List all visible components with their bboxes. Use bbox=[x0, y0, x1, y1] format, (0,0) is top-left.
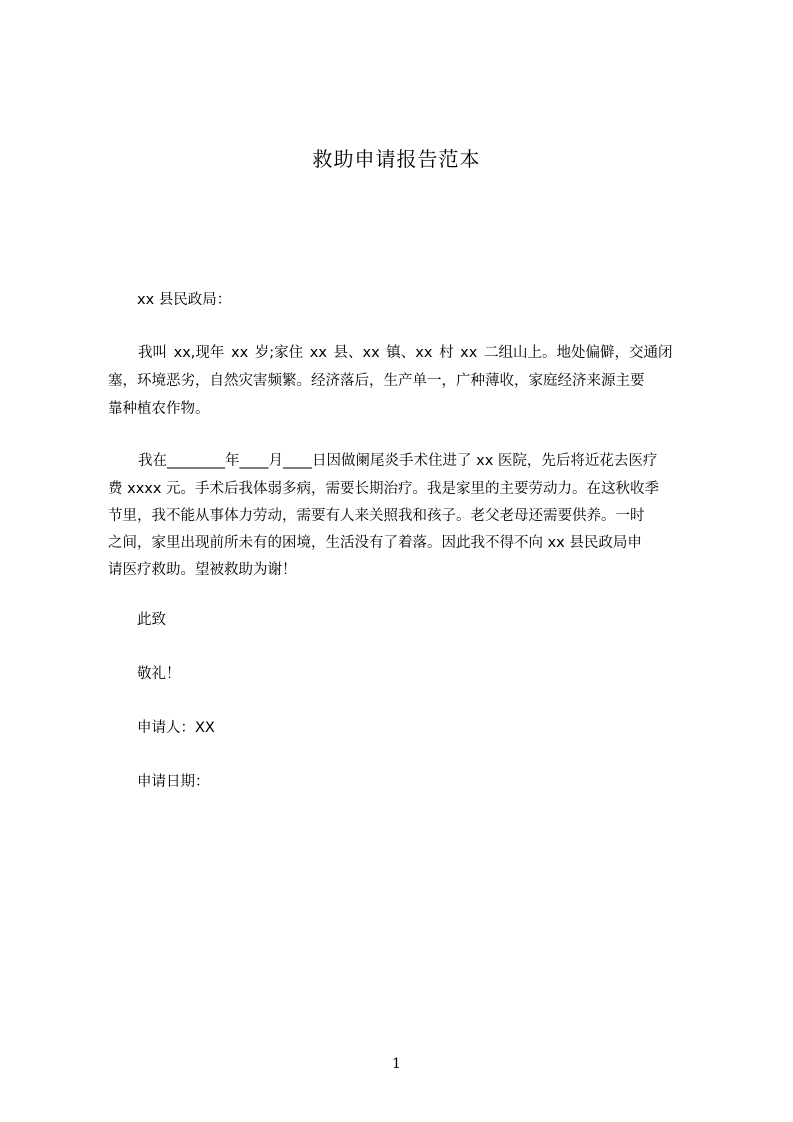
paragraph-2-line-2-clip bbox=[108, 480, 698, 502]
paragraph-2-line-4: 之间，家里出现前所未有的困境，生活没有了着落。因此我不得不向 xx 县民政局申 bbox=[108, 535, 642, 551]
document-title: 救助申请报告范本 bbox=[312, 147, 481, 171]
salutation: xx 县民政局： bbox=[137, 292, 232, 308]
paragraph-2-line-3: 节里，我不能从事体力劳动，需要有人来关照我和孩子。老父老母还需要供养。一时 bbox=[108, 508, 645, 524]
applicant-line: 申请人：XX bbox=[137, 720, 215, 736]
closing-line-2: 敬礼！ bbox=[137, 666, 181, 682]
page-number: 1 bbox=[392, 1056, 401, 1072]
paragraph-2-line-1: 我在________年____月____日因做阑尾炎手术住进了 xx 医院，先后将近花去医疗 bbox=[138, 453, 658, 469]
paragraph-1-line-2: 塞，环境恶劣，自然灾害频繁。经济落后，生产单一，广种薄收，家庭经济来源主要 bbox=[108, 373, 645, 389]
paragraph-2-line-5: 请医疗救助。望被救助为谢！ bbox=[108, 562, 297, 578]
paragraph-2-line-2: 费 xxxx 元。手术后我体弱多病，需要长期治疗。我是家里的主要劳动力。在这秋收季 bbox=[108, 481, 660, 497]
application-date-line: 申请日期： bbox=[137, 774, 210, 790]
paragraph-1-line-3: 靠种植农作物。 bbox=[108, 401, 210, 417]
paragraph-1-line-1: 我叫 xx,现年 xx 岁;家住 xx 县、xx 镇、xx 村 xx 二组山上。地处偏僻，交通闭 bbox=[138, 345, 673, 361]
closing-line-1: 此致 bbox=[137, 612, 166, 628]
